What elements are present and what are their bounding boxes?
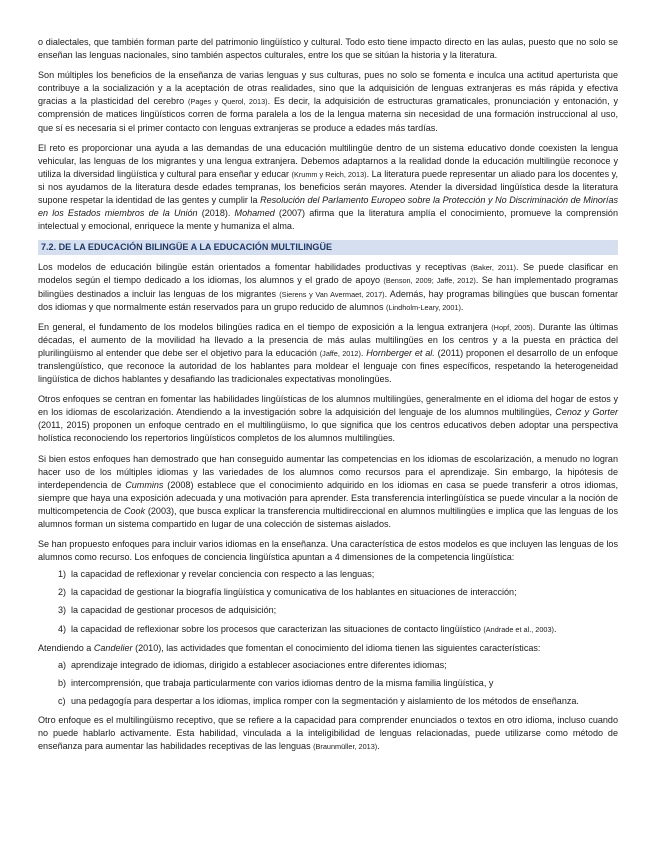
- paragraph-1: o dialectales, que también forman parte del patrimonio lingüístico y cultural. Todo esto tiene impacto directo en las aulas, puesto que no solo se enseñan las lenguas nacionales, sino también aspectos culturales, entre los que se sitúan la historia y la literatura.: [38, 37, 618, 61]
- list-item: 1) la capacidad de reflexionar y revelar conciencia con respecto a las lenguas;: [38, 568, 618, 581]
- citation: (Sierens y Van Avermaet, 2017): [279, 289, 385, 299]
- italic-author: Mohamed: [234, 208, 275, 219]
- section-heading: 7.2. DE LA EDUCACIÓN BILINGÜE A LA EDUCACIÓN MULTILINGÜE: [38, 240, 618, 255]
- italic-author: Cook: [123, 505, 146, 516]
- list-marker: 3): [58, 605, 67, 616]
- italic-author: Cenoz y Gorter: [555, 407, 618, 418]
- citation: (Baker, 2011): [470, 263, 516, 273]
- list-item: a) aprendizaje integrado de idiomas, dirigido a establecer asociaciones entre diferentes idiomas;: [38, 659, 618, 672]
- citation: (Krumm y Reich, 2013): [291, 169, 367, 179]
- paragraph-7: Si bien estos enfoques han demostrado que han conseguido aumentar las competencias en los idiomas de escolarización, a menudo no logran hacer uso de los múltiples idiomas y las variedades de los alumnos como recursos para el aprendizaje. Sin embargo, la hipótesis de interdependencia de Cummins (2008) establece que el conocimiento adquirido en los idiomas en casa se puede transferir a otros idiomas, siempre que haya una exposición adecuada y una motivación para aprender. Esta transferencia interlingüística se puede vincular a la noción de multicompetencia de Cook (2003), que busca explicar la transferencia multidireccional en alumnos multilingües e implica que las lenguas de los alumnos forman un sistema compartido en lugar de una colección de sistemas aislados.: [38, 453, 618, 529]
- italic-author: Candelier: [93, 642, 133, 653]
- citation: (Andrade et al., 2003): [483, 624, 554, 634]
- numbered-list: [38, 568, 618, 635]
- citation: (Pages y Querol, 2013): [188, 97, 268, 107]
- list-marker: b): [58, 677, 67, 688]
- citation: (Jaffe, 2012): [319, 348, 361, 358]
- paragraph-6: Otros enfoques se centran en fomentar las habilidades lingüísticas de los alumnos multilingües, generalmente en el idioma del hogar de estos y en los idiomas de escolarización. Atendiendo a la investigación sobre la adquisición del lenguaje de los alumnos multilingües, Cenoz y Gorter (2011, 2015) proponen un enfoque centrado en el multilingüismo, lo que significa que los centros educativos deben adoptar una perspectiva holística reconociendo los repertorios lingüísticos completos de los alumnos multilingües.: [38, 394, 618, 444]
- list-item: 2) la capacidad de gestionar la biografía lingüística y comunicativa de los hablantes en situaciones de interacción;: [38, 586, 618, 599]
- citation: (Braunmüller, 2013): [313, 742, 378, 752]
- paragraph-2: Son múltiples los beneficios de la enseñanza de varias lenguas y sus culturas, pues no solo se fomenta e inculca una actitud aperturista que contribuye a la socialización y a la aceptación de otras realidades, sino que la adquisición de lenguas extranjeras es más rápida y efectiva gracias a la plasticidad del cerebro (Pages y Querol, 2013). Es decir, la adquisición de estructuras gramaticales, pronunciación y entonación, y comprensión de matices lingüísticos corren de forma paralela a los de la lengua materna sin necesidad de una formación instruccional al uso, que sí es necesaria si el primer contacto con lenguas extranjeras se produce a edades más tardías.: [38, 70, 618, 133]
- list-item: c) una pedagogía para despertar a los idiomas, implica romper con la segmentación y aislamiento de los métodos de enseñanza.: [38, 695, 618, 708]
- list-marker: 2): [58, 587, 67, 598]
- paragraph-10: Otro enfoque es el multilingüismo receptivo, que se refiere a la capacidad para comprender enunciados o textos en otro idioma, incluso cuando no puede hablarlo activamente. Esta habilidad, vinculada a la inteligibilidad de lenguas relacionadas, puede utilizarse como método de enseñanza para aumentar las habilidades receptivas de las lenguas (Braunmüller, 2013).: [38, 715, 618, 752]
- paragraph-3: El reto es proporcionar una ayuda a las demandas de una educación multilingüe dentro de un sistema educativo donde coexisten la lengua vehicular, las lenguas de los migrantes y una lengua extranjera. Debemos adaptarnos a la realidad donde la educación multilingüe reconoce y utiliza la diversidad lingüística y cultural para enseñar y educar (Krumm y Reich, 2013). La literatura puede representar un aliado para los docentes y, si nos ayudamos de la literatura desde edades tempranas, los beneficios serán mayores. Atender la diversidad lingüística desde la literatura supone respetar la identidad de las gentes y cumplir la Resolución del Parlamento Europeo sobre la Protección y No Discriminación de Minorías en los Estados miembros de la Unión (2018). Mohamed (2007) afirma que la literatura amplía el conocimiento, promueve la comprensión intelectual y emocional, enriquece la mente y humaniza el alma.: [38, 142, 618, 232]
- italic-author: Cummins: [125, 479, 164, 490]
- paragraph-9: Atendiendo a Candelier (2010), las actividades que fomentan el conocimiento del idioma tienen las siguientes características:: [38, 642, 541, 653]
- paragraph-4: Los modelos de educación bilingüe están orientados a fomentar habilidades productivas y receptivas (Baker, 2011). Se puede clasificar en modelos según el tiempo dedicado a los idiomas, los alumnos y el grado de apoyo (Benson, 2009; Jaffe, 2012). Se han implementado programas bilingües destinados a incluir las lenguas de los migrantes (Sierens y Van Avermaet, 2017). Además, hay programas bilingües que buscan fomentar dos idiomas y que normalmente están reservados para un grupo reducido de alumnos (Lindholm-Leary, 2001).: [38, 262, 619, 312]
- citation: (Hopf, 2005): [491, 322, 533, 332]
- list-marker: 4): [58, 623, 67, 634]
- paragraph-8: Se han propuesto enfoques para incluir varios idiomas en la enseñanza. Una característica de estos modelos es que incluyen las lenguas de los alumnos como recurso. Los enfoques de conciencia lingüística apuntan a 4 dimensiones de la competencia lingüística:: [38, 539, 618, 563]
- lettered-list: [38, 659, 618, 708]
- list-item: 3) la capacidad de gestionar procesos de adquisición;: [38, 604, 618, 617]
- list-marker: a): [58, 659, 67, 670]
- list-item: b) intercomprensión, que trabaja particularmente con varios idiomas dentro de la misma familia lingüística, y: [38, 677, 618, 690]
- paragraph-5: En general, el fundamento de los modelos bilingües radica en el tiempo de exposición a la lengua extranjera (Hopf, 2005). Durante las últimas décadas, el aumento de la movilidad ha llevado a la presencia de más aulas multilingües en los centros y a la puesta en práctica del plurilingüismo al entender que debe ser el objetivo para la educación (Jaffe, 2012). Hornberger et al. (2011) proponen el desarrollo de un enfoque translengüístico, que reconoce la autoridad de los hablantes para moldear el lenguaje con fines específicos, respetando la heterogeneidad lingüística de dichos hablantes y desafiando las tradicionales expectativas monolingües.: [38, 321, 619, 385]
- italic-author: Hornberger et al.: [366, 347, 435, 358]
- citation: (Lindholm-Leary, 2001): [386, 302, 461, 312]
- list-marker: c): [58, 695, 66, 706]
- list-item: 4) la capacidad de reflexionar sobre los procesos que caracterizan las situaciones de contacto lingüístico (Andrade et al., 2003).: [38, 623, 618, 636]
- document-page: [38, 36, 618, 760]
- italic-title: Resolución del Parlamento Europeo sobre la Protección y No Discriminación de Minorías en los Estados miembros de la Unión: [38, 195, 618, 219]
- list-marker: 1): [58, 569, 67, 580]
- citation: (Benson, 2009; Jaffe, 2012): [383, 276, 476, 286]
